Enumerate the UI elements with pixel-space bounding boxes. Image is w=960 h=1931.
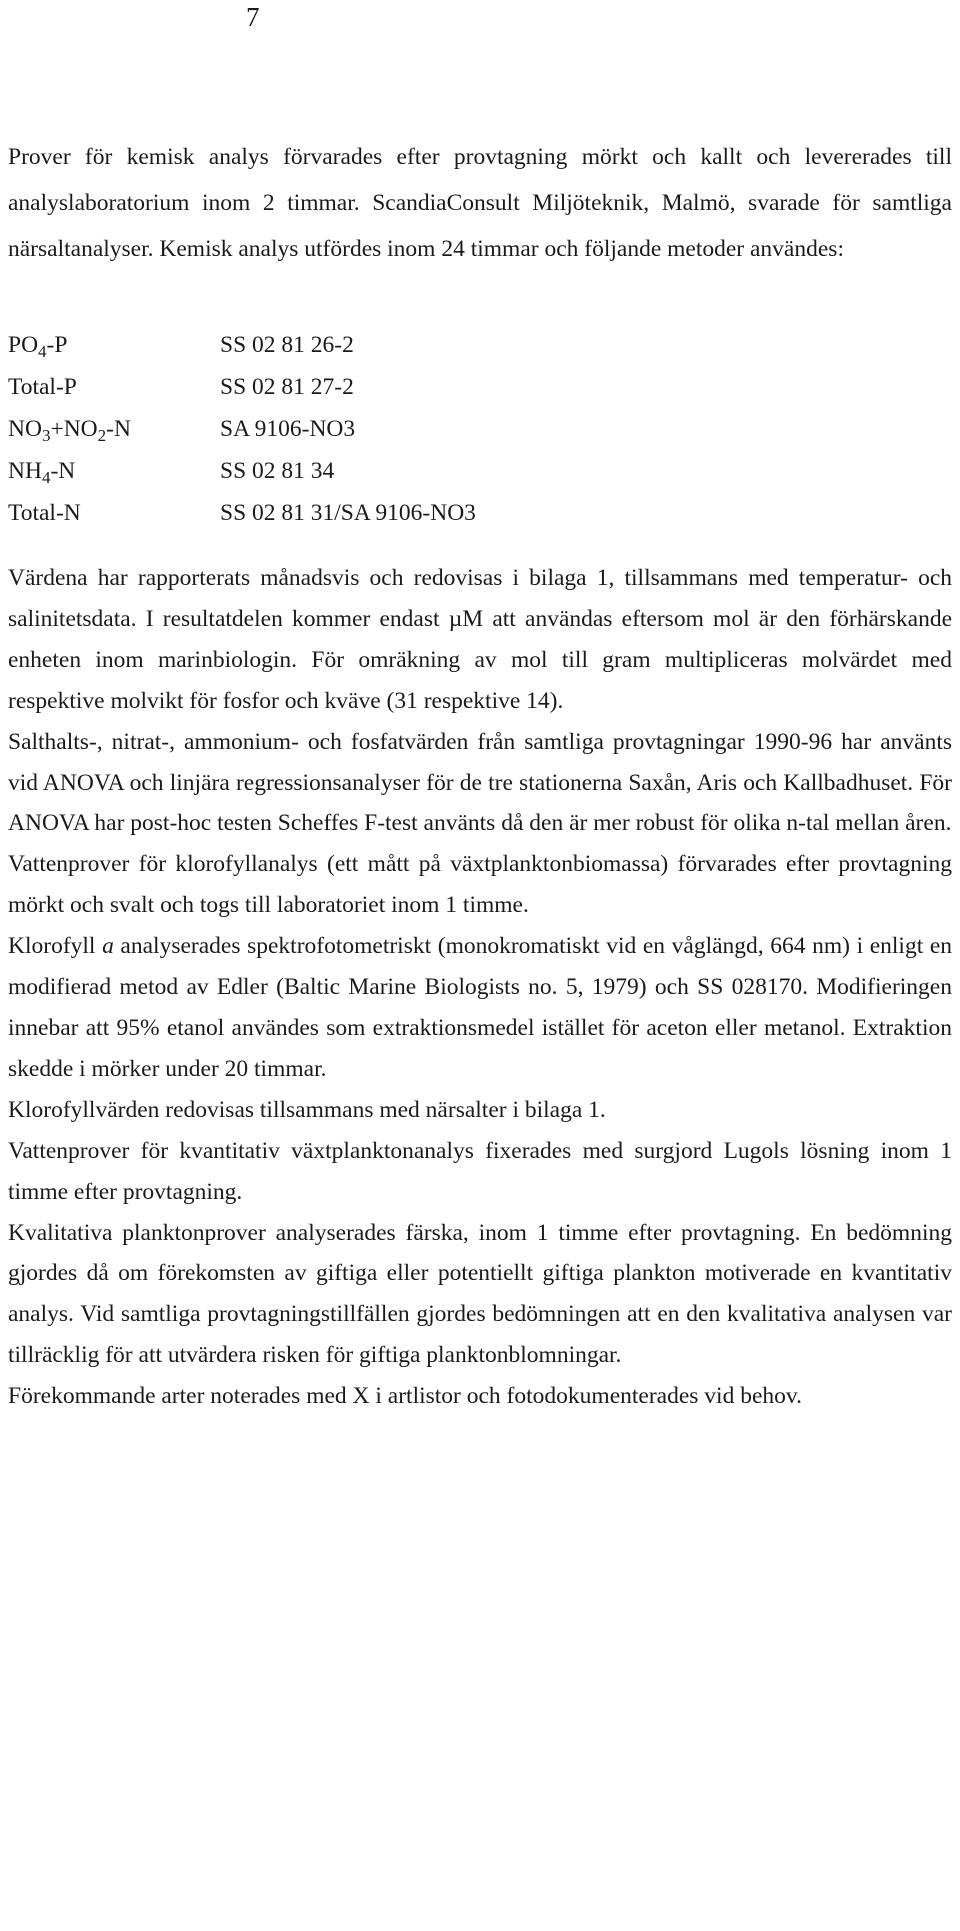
method-row — [8, 324, 608, 366]
parameter-name: $NH_4-N$ — [8, 458, 76, 487]
parameter-name: $PO_4-P$ — [8, 332, 68, 361]
paragraph-qualitative-plankton: Kvalitativa planktonprover analyserades färska, inom 1 timme efter provtagning. En bedömning gjordes då om förekomsten av giftiga eller potentiellt giftiga plankton motiverade en kvantitativ analys. Vid samtliga provtagningstillfällen gjordes bedömningen att en den kvalitativa analysen var tillräcklig för att utvärdera risken för giftiga planktonblomningar. — [8, 1219, 952, 1369]
paragraph-chlorophyll-analysis: Klorofyll a analyserades spektrofotometriskt (monokromatiskt vid en våglängd, 664 nm) i enligt en modifierad metod av Edler (Baltic Marine Biologists no. 5, 1979) och SS 028170. Modifieringen innebar att 95% etanol användes som extraktionsmedel istället för aceton eller metanol. Extraktion skedde i mörker under 20 timmar. — [8, 933, 953, 1082]
parameter-name: Total-P — [8, 374, 77, 400]
paragraph-chlorophyll-values: Klorofyllvärden redovisas tillsammans med närsalter i bilaga 1. — [8, 1096, 606, 1123]
paragraph-anova: Salthalts-, nitrat-, ammonium- och fosfatvärden från samtliga provtagningar 1990-96 har använts vid ANOVA och linjära regressionsanalyser för de tre stationerna Saxån, Aris och Kallbadhuset. För ANOVA har post-hoc testen Scheffes F-test använts då den är mer robust för olika n-tal mellan åren. — [8, 728, 952, 837]
page-number: 7 — [246, 2, 260, 32]
parameter-name: Total-N — [8, 500, 81, 526]
method-row — [8, 492, 608, 534]
parameter-name: $NO_3+NO_2-N$ — [8, 416, 131, 445]
method-standard: SS 02 81 26-2 — [220, 332, 354, 358]
methods-table — [8, 324, 608, 534]
method-row — [8, 366, 608, 408]
method-standard: SS 02 81 34 — [220, 458, 335, 484]
paragraph-species-listing: Förekommande arter noterades med X i artlistor och fotodokumenterades vid behov. — [8, 1383, 802, 1410]
method-standard: SA 9106-NO3 — [220, 416, 356, 442]
method-row — [8, 408, 608, 450]
intro-paragraph: Prover för kemisk analys förvarades efter provtagning mörkt och kallt och levererades till analyslaboratorium inom 2 timmar. ScandiaConsult Miljöteknik, Malmö, svarade för samtliga närsaltanalyser. Kemisk analys utfördes inom 24 timmar och följande metoder användes: — [8, 144, 952, 262]
body-text — [8, 558, 952, 1417]
paragraph-chlorophyll-sampling: Vattenprover för klorofyllanalys (ett mått på växtplanktonbiomassa) förvarades efter provtagning mörkt och svalt och togs till laboratoriet inom 1 timme. — [8, 851, 952, 919]
method-standard: SS 02 81 31/SA 9106-NO3 — [220, 500, 476, 526]
method-row — [8, 450, 608, 492]
method-standard: SS 02 81 27-2 — [220, 374, 354, 400]
paragraph-reporting: Värdena har rapporterats månadsvis och redovisas i bilaga 1, tillsammans med temperatur- och salinitetsdata. I resultatdelen kommer endast µM att användas eftersom mol är den förhärskande enheten inom marinbiologin. För omräkning av mol till gram multipliceras molvärdet med respektive molvikt för fosfor och kväve (31 respektive 14). — [8, 565, 952, 714]
paragraph-quantitative-plankton: Vattenprover för kvantitativ växtplanktonanalys fixerades med surgjord Lugols lösning inom 1 timme efter provtagning. — [8, 1137, 952, 1205]
